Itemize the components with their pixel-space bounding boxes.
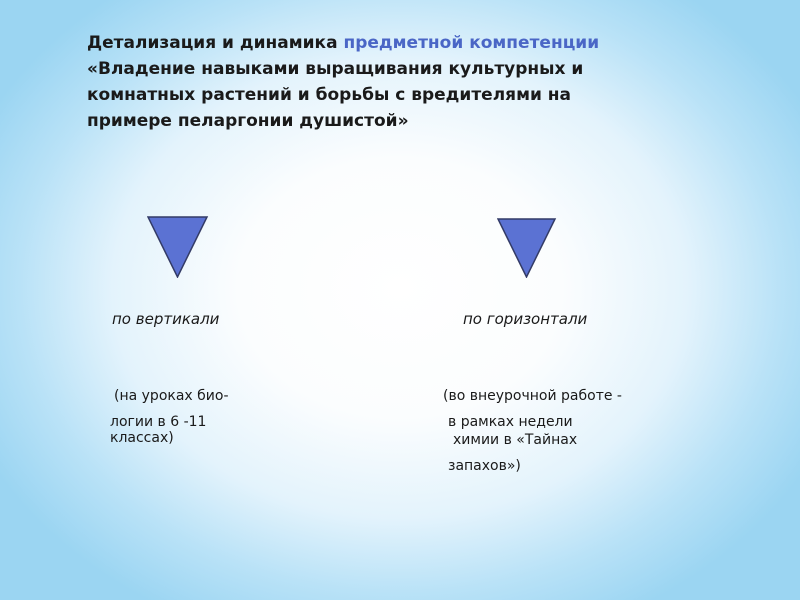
title-line-1: [87, 30, 687, 56]
right-note-line-3: химии в «Тайнах: [453, 432, 578, 448]
left-note-line-2: логии в 6 -11: [110, 414, 207, 430]
left-note-line-1: (на уроках био-: [114, 388, 229, 404]
title-line-3: комнатных растений и борьбы с вредителями на: [87, 85, 572, 105]
title-line-4: примере пеларгонии душистой»: [87, 111, 409, 131]
left-note-line-3: классах): [110, 430, 174, 446]
title-accent: предметной компетенции: [343, 33, 600, 53]
right-note-line-2: в рамках недели: [448, 414, 573, 430]
vertical-label: по вертикали: [112, 310, 220, 328]
slide-title: [87, 30, 687, 134]
right-note-line-1: (во внеурочной работе -: [443, 388, 622, 404]
right-note-line-4: запахов»): [448, 458, 521, 474]
title-prefix: Детализация и динамика: [87, 33, 344, 53]
horizontal-label: по горизонтали: [463, 310, 588, 328]
title-line-2: «Владение навыками выращивания культурных и: [87, 59, 584, 79]
